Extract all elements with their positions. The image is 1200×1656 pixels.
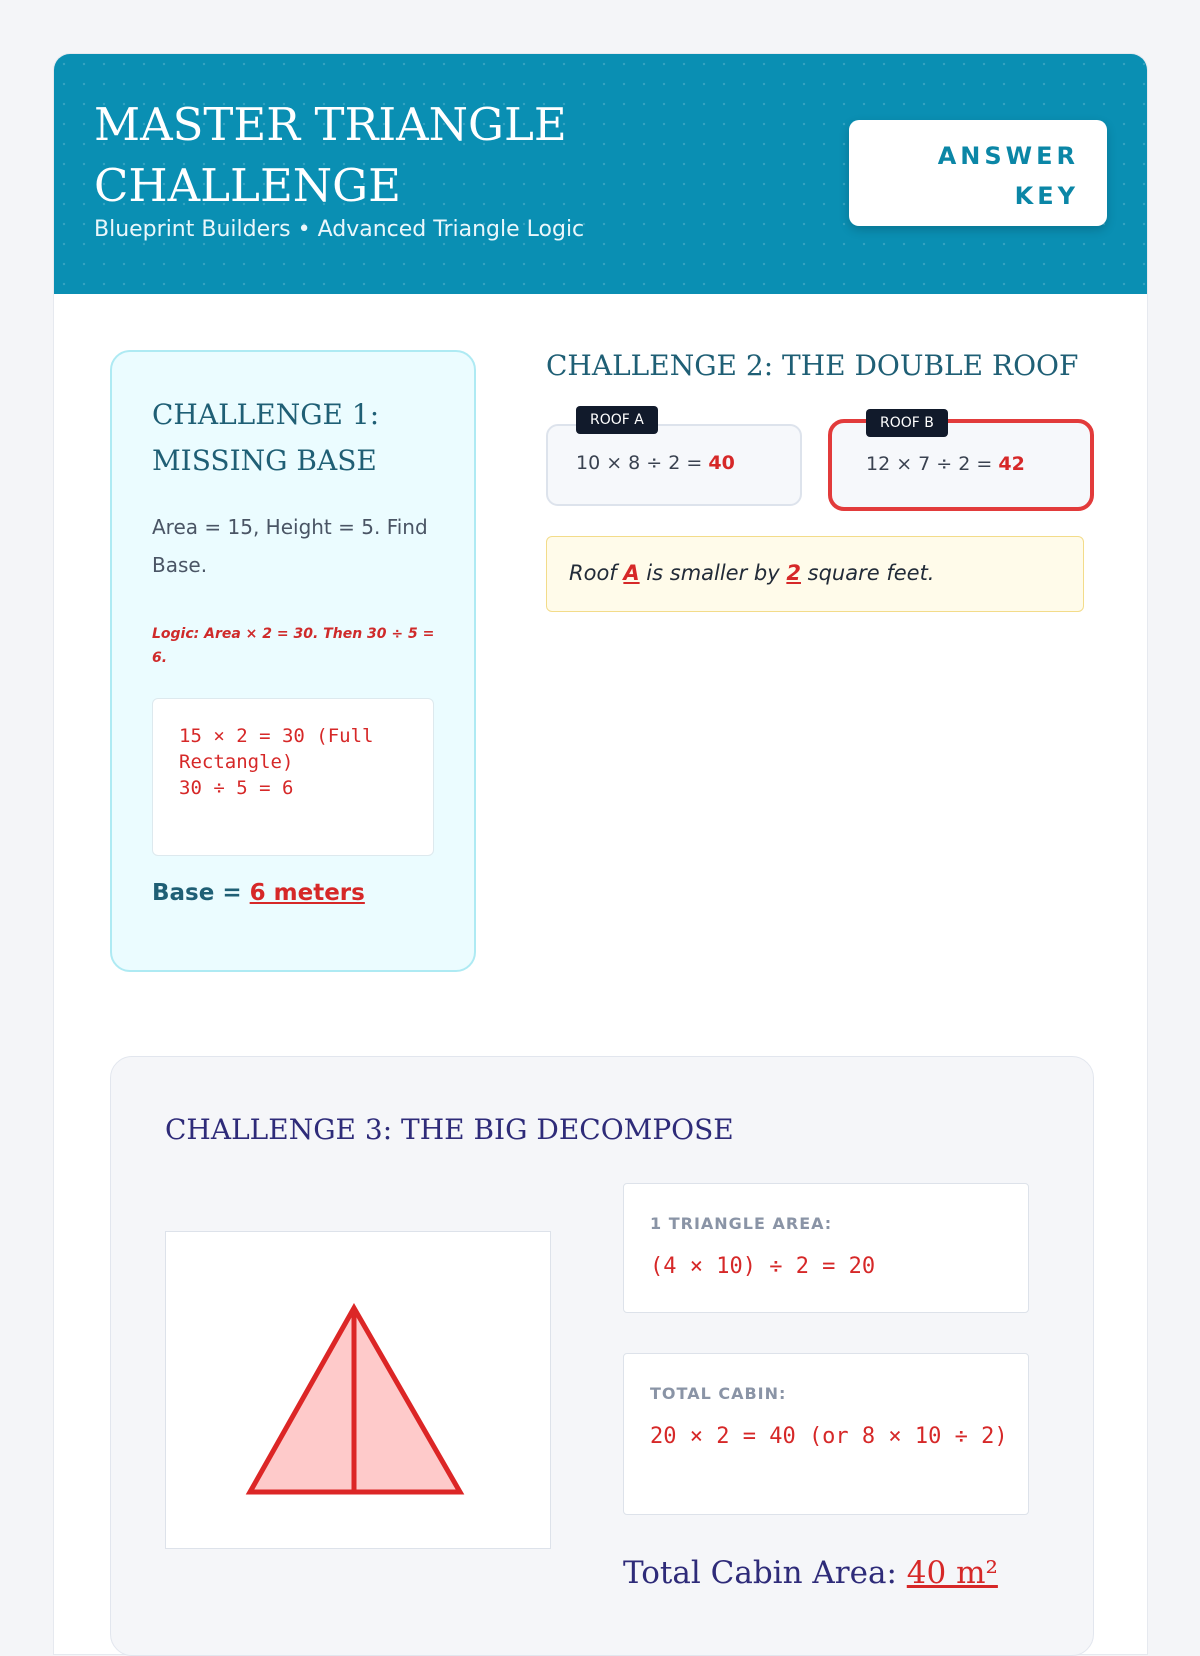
work-line-1: 15 × 2 = 30 (Full Rectangle) — [179, 725, 374, 773]
roof-a-equation — [576, 452, 735, 474]
challenge-2-note-text — [569, 561, 934, 585]
roof-a-expression: 10 × 8 ÷ 2 = — [576, 452, 709, 474]
note-roof: A — [623, 561, 640, 585]
total-value: 40 m² — [906, 1555, 998, 1591]
challenge-3-figure — [165, 1231, 551, 1549]
answer-prefix: Base = — [152, 880, 250, 906]
total-cabin-label: TOTAL CABIN: — [650, 1384, 787, 1403]
challenge-2-note — [546, 536, 1084, 612]
triangle-area-label: 1 TRIANGLE AREA: — [650, 1214, 833, 1233]
roof-b-tag: ROOF B — [866, 409, 948, 437]
challenge-1-answer — [152, 880, 365, 906]
challenge-2-title: CHALLENGE 2: THE DOUBLE ROOF — [546, 349, 1079, 382]
challenge-3-card — [110, 1056, 1094, 1656]
roof-a-result: 40 — [708, 452, 735, 474]
total-prefix: Total Cabin Area: — [623, 1555, 907, 1591]
answer-value: 6 meters — [249, 880, 365, 906]
roof-b-result: 42 — [998, 453, 1025, 475]
triangle-with-height-icon — [166, 1232, 550, 1548]
roof-a-tag: ROOF A — [576, 406, 658, 434]
answer-key-badge — [849, 120, 1107, 226]
roof-b-equation — [866, 453, 1025, 475]
worksheet-header — [54, 54, 1147, 294]
note-mid: is smaller by — [639, 561, 787, 585]
challenge-1-work-box — [152, 698, 434, 856]
roof-b-expression: 12 × 7 ÷ 2 = — [866, 453, 999, 475]
work-line-2: 30 ÷ 5 = 6 — [179, 777, 294, 799]
total-cabin-area — [623, 1555, 998, 1591]
challenge-1-prompt: Area = 15, Height = 5. Find Base. — [152, 515, 428, 577]
note-post: square feet. — [800, 561, 935, 585]
answer-key-label: ANSWER KEY — [937, 142, 1079, 210]
page-title: MASTER TRIANGLE CHALLENGE — [94, 98, 567, 212]
challenge-3-title: CHALLENGE 3: THE BIG DECOMPOSE — [165, 1113, 734, 1146]
triangle-area-equation: (4 × 10) ÷ 2 = 20 — [650, 1254, 876, 1279]
worksheet — [54, 54, 1147, 1654]
total-cabin-box — [623, 1353, 1029, 1515]
roof-a-card — [546, 412, 802, 506]
challenge-1-card — [110, 350, 476, 972]
note-diff: 2 — [786, 561, 801, 585]
total-cabin-equation: 20 × 2 = 40 (or 8 × 10 ÷ 2) — [650, 1424, 1008, 1449]
challenge-1-title: CHALLENGE 1: MISSING BASE — [152, 398, 380, 477]
triangle-area-box — [623, 1183, 1029, 1313]
challenge-1-logic: Logic: Area × 2 = 30. Then 30 ÷ 5 = 6. — [152, 626, 435, 666]
note-pre: Roof — [569, 561, 624, 585]
page-subtitle: Blueprint Builders • Advanced Triangle Logic — [94, 217, 585, 242]
roof-b-card — [828, 415, 1094, 511]
